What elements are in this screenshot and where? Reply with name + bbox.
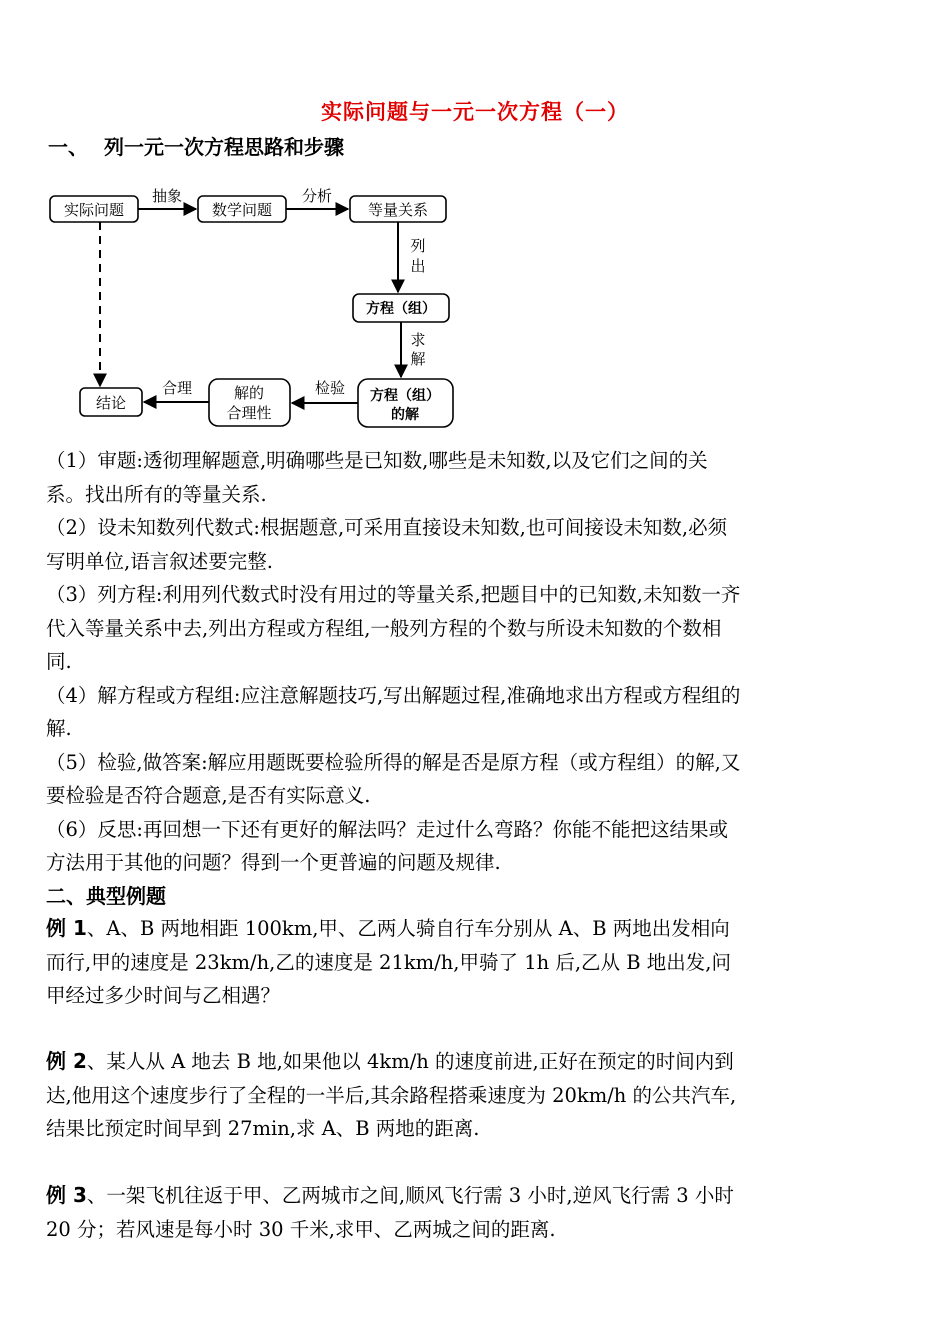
- edge-list-label-1: 列: [410, 237, 426, 255]
- example-1: [46, 912, 746, 1013]
- example-label: 例 1: [46, 916, 87, 940]
- step-6: （6）反思:再回想一下还有更好的解法吗？走过什么弯路？你能不能把这结果或方法用于其他的问题？得到一个更普遍的问题及规律.: [46, 817, 728, 874]
- section-title: 列一元一次方程思路和步骤: [104, 135, 344, 159]
- step-2: （2）设未知数列代数式:根据题意,可采用直接设未知数,也可间接设未知数,必须写明单位,语言叙述要完整.: [46, 516, 728, 573]
- node-reason-label-1: 解的: [233, 384, 265, 402]
- steps-list: [46, 444, 746, 880]
- edge-solve-label-1: 求: [410, 331, 426, 349]
- node-math-label: 数学问题: [211, 201, 273, 219]
- node-solution-label-2: 的解: [391, 407, 419, 423]
- node-actual-label: 实际问题: [63, 201, 125, 219]
- node-conclusion-label: 结论: [95, 394, 127, 412]
- edge-check-label: 检验: [314, 379, 346, 397]
- page-title: 实际问题与一元一次方程（一）: [321, 100, 629, 124]
- example-label: 例 3: [46, 1183, 87, 1207]
- section-number: 一、: [48, 135, 88, 159]
- step-5: （5）检验,做答案:解应用题既要检验所得的解是否是原方程（或方程组）的解,又要检验是否符合题意,是否有实际意义.: [46, 750, 741, 807]
- edge-abstract-label: 抽象: [151, 187, 183, 205]
- example-label: 例 2: [46, 1049, 87, 1073]
- example-text: 、A、B 两地相距 100km,甲、乙两人骑自行车分别从 A、B 两地出发相向而行,甲的速度是 23km/h,乙的速度是 21km/h,甲骑了 1h 后,乙从 B 地出发,问甲经过多少时间与乙相遇？: [46, 917, 731, 1007]
- step-4: （4）解方程或方程组:应注意解题技巧,写出解题过程,准确地求出方程或方程组的解.: [46, 683, 741, 740]
- node-equation-label: 方程（组）: [366, 301, 436, 317]
- section-heading-2: 二、典型例题: [46, 884, 166, 908]
- example-text: 、一架飞机往返于甲、乙两城市之间,顺风飞行需 3 小时,逆风飞行需 3 小时 20 分；若风速是每小时 30 千米,求甲、乙两城之间的距离.: [46, 1184, 734, 1241]
- step-1: （1）审题:透彻理解题意,明确哪些是已知数,哪些是未知数,以及它们之间的关系。找出所有的等量关系.: [46, 449, 708, 506]
- example-2: [46, 1045, 746, 1146]
- edge-analyze-label: 分析: [301, 187, 333, 205]
- section-heading-1: [48, 131, 344, 160]
- example-text: 、某人从 A 地去 B 地,如果他以 4km/h 的速度前进,正好在预定的时间内到达,他用这个速度步行了全程的一半后,其余路程搭乘速度为 20km/h 的公共汽车,结果比预定时间早到 27min,求 A、B 两地的距离.: [46, 1050, 737, 1140]
- node-equal-label: 等量关系: [367, 201, 429, 219]
- step-3: （3）列方程:利用列代数式时没有用过的等量关系,把题目中的已知数,未知数一齐代入等量关系中去,列出方程或方程组,一般列方程的个数与所设未知数的个数相同.: [46, 583, 741, 673]
- node-reason-label-2: 合理性: [226, 404, 272, 422]
- edge-solve-label-2: 解: [410, 350, 426, 368]
- edge-list-label-2: 出: [410, 257, 426, 275]
- example-3: [46, 1179, 746, 1246]
- edge-reasonable-label: 合理: [161, 379, 193, 397]
- node-solution-label-1: 方程（组）: [370, 388, 440, 404]
- flow-diagram: [40, 176, 480, 436]
